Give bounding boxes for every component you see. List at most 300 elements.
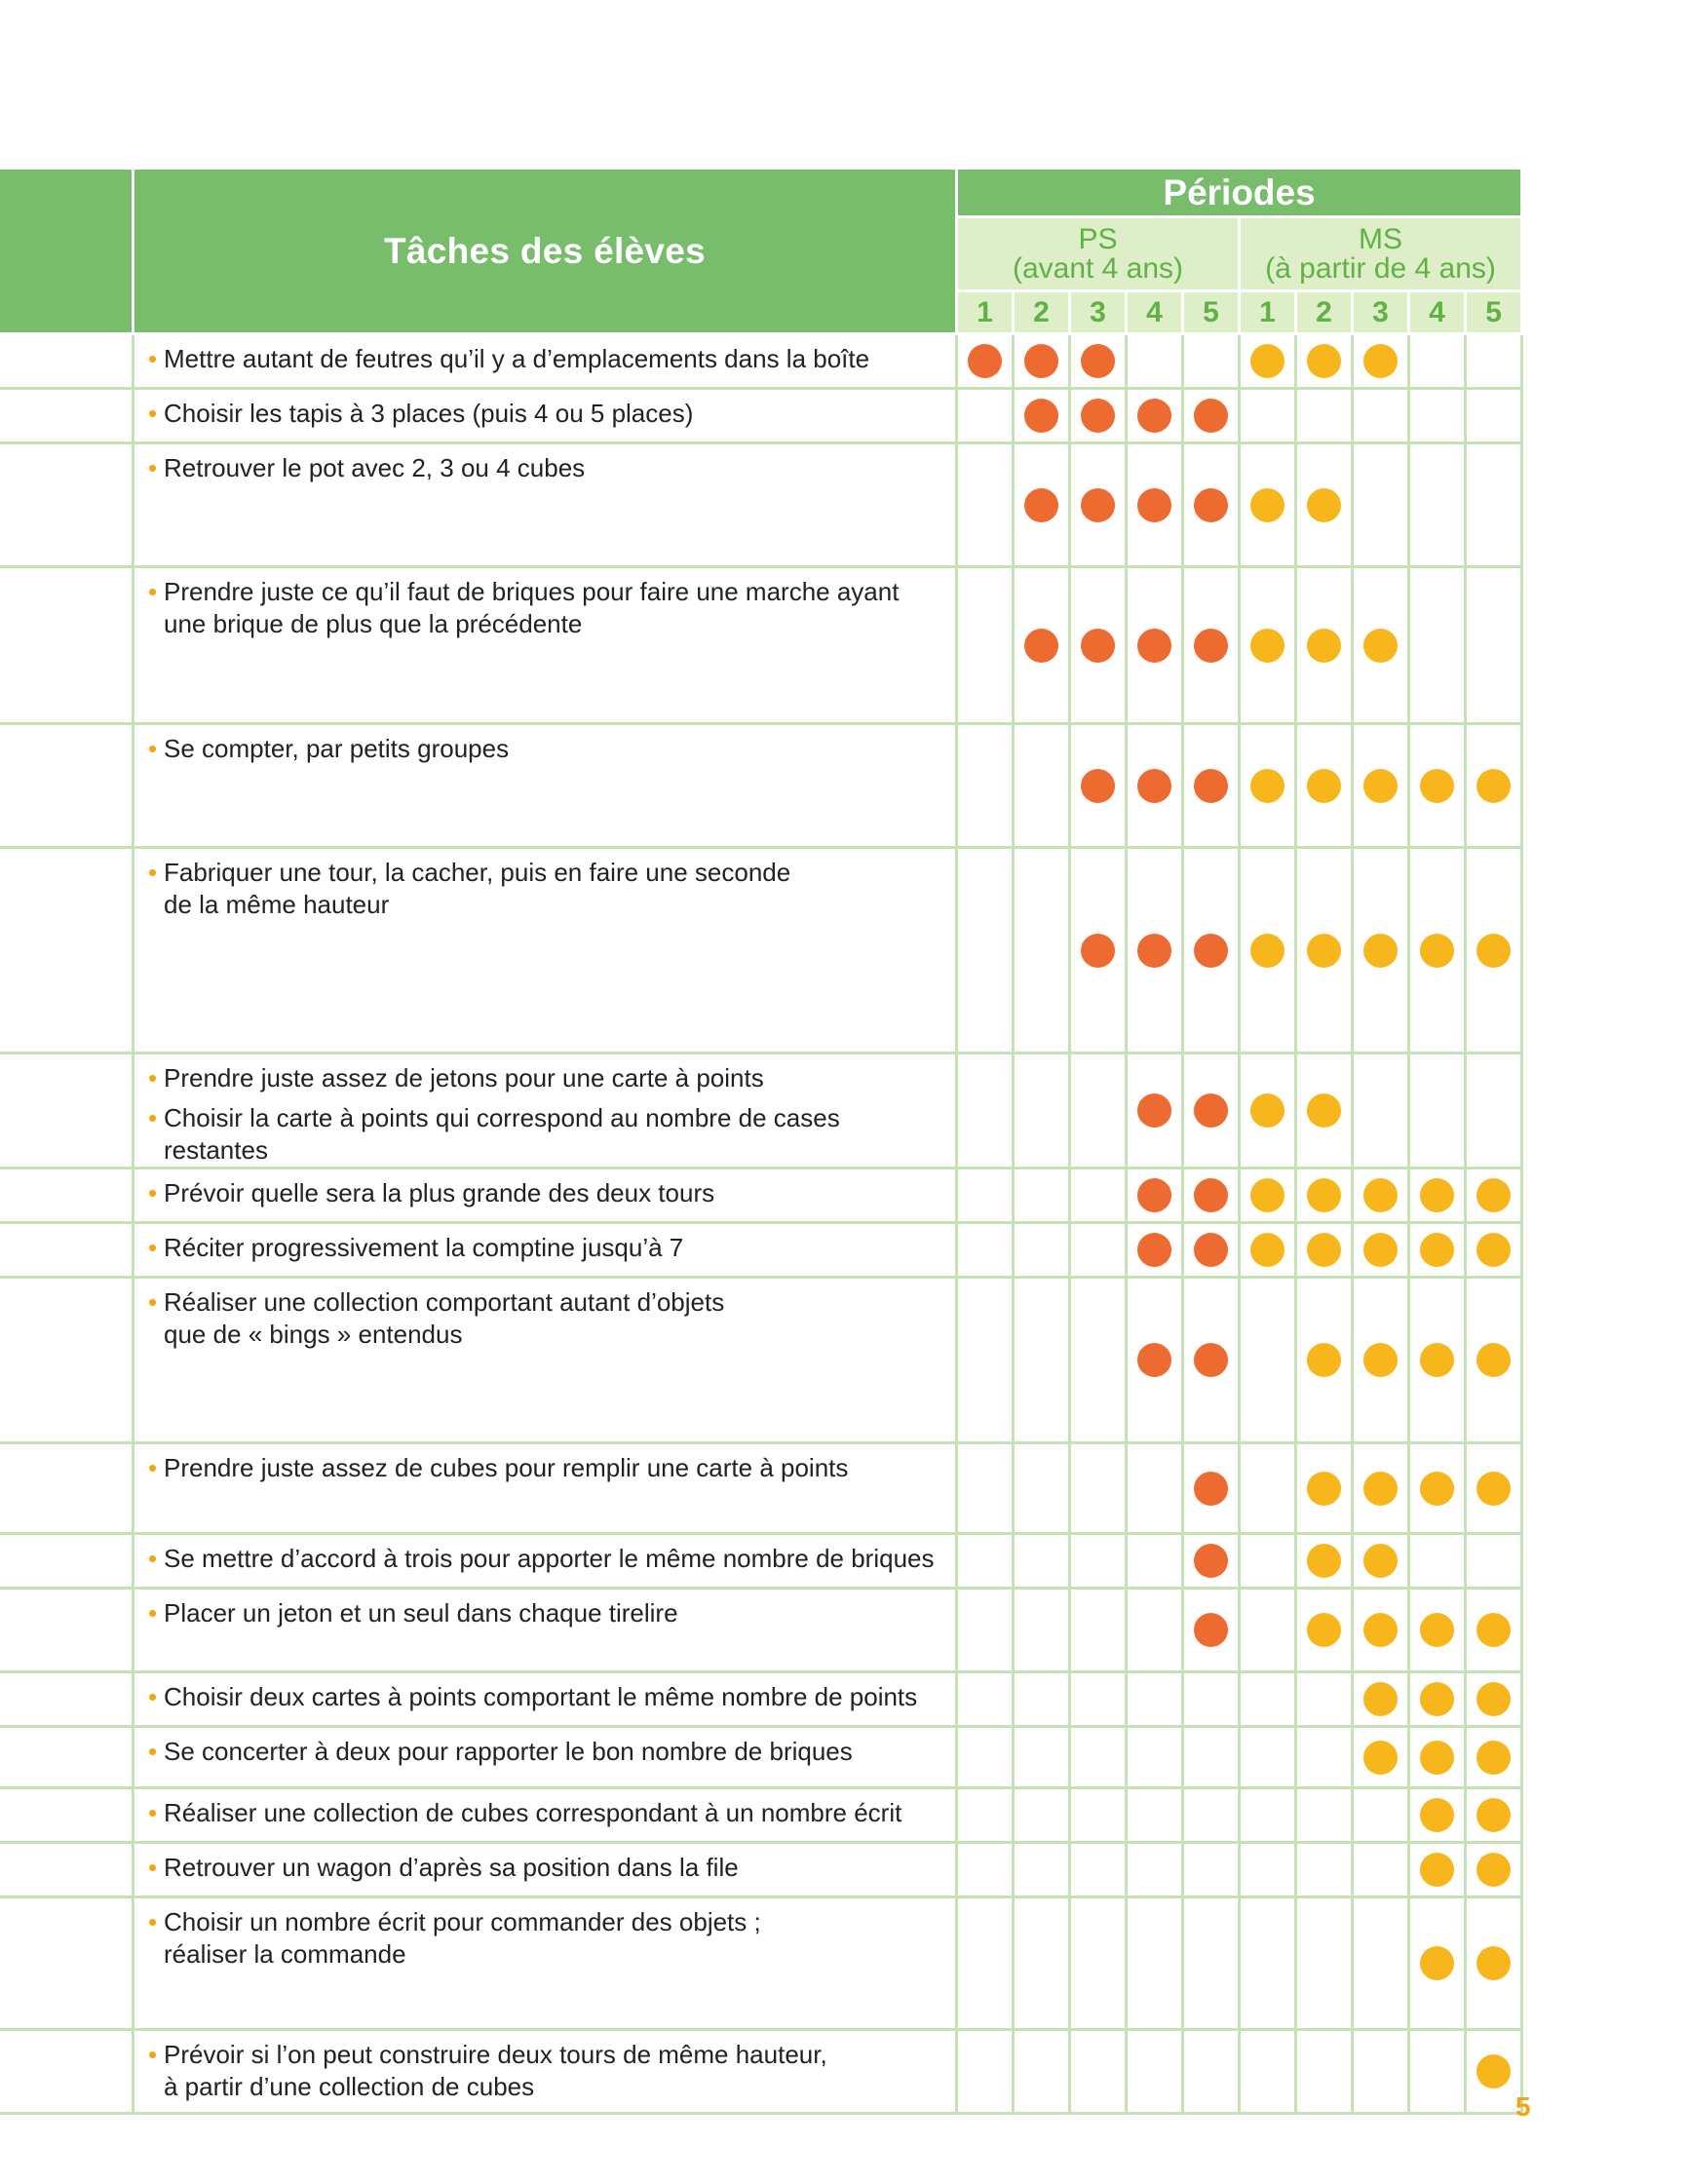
period-cell-ps-4	[1127, 1897, 1183, 2030]
task-cell	[134, 2030, 957, 2114]
period-cell-ps-5	[1183, 1727, 1240, 1788]
period-cell-ms-5	[1466, 1443, 1522, 1534]
task-text: Retrouver un wagon d’après sa position dans la file	[164, 1853, 739, 1882]
level-header-ps	[957, 217, 1240, 291]
period-cell-ps-3	[1070, 1589, 1127, 1672]
period-cell-ps-4	[1127, 567, 1183, 724]
ms-period-dot	[1307, 934, 1341, 968]
period-cell-ps-5	[1183, 1443, 1240, 1534]
task-line	[148, 857, 947, 889]
ps-period-dot	[1194, 629, 1228, 663]
task-text: que de « bings » entendus	[164, 1320, 463, 1349]
ms-period-dot	[1250, 1093, 1284, 1128]
period-number-ms-2: 2	[1296, 291, 1353, 334]
period-cell-ms-1	[1240, 1534, 1296, 1589]
period-cell-ms-5	[1466, 389, 1522, 443]
period-cell-ps-2	[1014, 389, 1070, 443]
row-blank-cell	[2, 1278, 134, 1443]
ms-period-dot	[1363, 629, 1398, 663]
task-cell	[134, 1278, 957, 1443]
period-cell-ms-1	[1240, 848, 1296, 1054]
task-text: Retrouver le pot avec 2, 3 ou 4 cubes	[164, 453, 586, 482]
level-age-ps: (avant 4 ans)	[1012, 251, 1184, 285]
period-cell-ps-2	[1014, 1727, 1070, 1788]
task-line	[148, 1906, 947, 1938]
period-number-ps-5: 5	[1183, 291, 1240, 334]
period-cell-ms-5	[1466, 1788, 1522, 1843]
period-cell-ps-3	[1070, 1843, 1127, 1897]
task-line	[148, 2039, 947, 2071]
ms-period-dot	[1307, 488, 1341, 522]
ms-period-dot	[1307, 1343, 1341, 1377]
bullet-icon: •	[148, 1798, 158, 1827]
task-line	[148, 1286, 947, 1319]
ms-period-dot	[1363, 769, 1398, 803]
ms-period-dot	[1420, 1682, 1454, 1716]
period-cell-ps-2	[1014, 1223, 1070, 1278]
task-cell	[134, 389, 957, 443]
row-blank-cell	[2, 1897, 134, 2030]
task-text: Mettre autant de feutres qu’il y a d’emplacements dans la boîte	[164, 344, 870, 373]
period-cell-ms-2	[1296, 334, 1353, 389]
ms-period-dot	[1363, 1613, 1398, 1647]
task-text: Placer un jeton et un seul dans chaque tirelire	[164, 1598, 678, 1628]
task-cell	[134, 1589, 957, 1672]
period-cell-ps-3	[1070, 1278, 1127, 1443]
period-cell-ms-4	[1409, 1223, 1466, 1278]
period-cell-ps-2	[1014, 1054, 1070, 1169]
ms-period-dot	[1420, 1613, 1454, 1647]
table-row	[2, 567, 1522, 724]
period-cell-ps-1	[957, 1843, 1014, 1897]
level-name-ms: MS	[1359, 222, 1403, 255]
task-cell	[134, 1443, 957, 1534]
task-item	[148, 398, 947, 430]
bullet-icon: •	[148, 734, 158, 763]
ms-period-dot	[1363, 1178, 1398, 1212]
ms-period-dot	[1307, 1093, 1341, 1128]
period-cell-ps-4	[1127, 848, 1183, 1054]
task-item	[148, 1597, 947, 1629]
period-cell-ps-1	[957, 848, 1014, 1054]
task-line	[148, 1797, 947, 1829]
ps-period-dot	[1137, 1178, 1171, 1212]
period-cell-ms-2	[1296, 1223, 1353, 1278]
period-cell-ms-5	[1466, 1278, 1522, 1443]
period-cell-ps-5	[1183, 848, 1240, 1054]
period-cell-ps-5	[1183, 1672, 1240, 1727]
task-item	[148, 1102, 947, 1167]
task-cell	[134, 443, 957, 567]
period-cell-ms-5	[1466, 848, 1522, 1054]
task-line	[164, 1319, 947, 1351]
task-text: Prévoir si l’on peut construire deux tours de même hauteur,	[164, 2040, 827, 2069]
ms-period-dot	[1420, 1233, 1454, 1267]
period-cell-ms-4	[1409, 1727, 1466, 1788]
task-text: une brique de plus que la précédente	[164, 609, 583, 638]
period-cell-ms-1	[1240, 1897, 1296, 2030]
period-cell-ms-4	[1409, 1278, 1466, 1443]
ms-period-dot	[1476, 769, 1511, 803]
task-line	[148, 1543, 947, 1575]
period-cell-ms-2	[1296, 1534, 1353, 1589]
ps-period-dot	[968, 344, 1002, 378]
ms-period-dot	[1476, 1613, 1511, 1647]
ps-period-dot	[1024, 344, 1058, 378]
period-cell-ms-3	[1353, 389, 1409, 443]
task-text: Choisir la carte à points qui correspond au nombre de cases restantes	[164, 1103, 840, 1165]
period-cell-ps-4	[1127, 1843, 1183, 1897]
task-item	[148, 1286, 947, 1351]
ps-period-dot	[1194, 1093, 1228, 1128]
ps-period-dot	[1137, 1343, 1171, 1377]
table-row	[2, 1589, 1522, 1672]
bullet-icon: •	[148, 1453, 158, 1482]
ms-period-dot	[1476, 1798, 1511, 1832]
period-cell-ms-4	[1409, 1589, 1466, 1672]
period-cell-ms-3	[1353, 1672, 1409, 1727]
period-cell-ps-2	[1014, 1788, 1070, 1843]
period-cell-ps-5	[1183, 724, 1240, 848]
level-header-ms	[1240, 217, 1522, 291]
ms-period-dot	[1420, 1853, 1454, 1887]
period-cell-ms-4	[1409, 389, 1466, 443]
row-blank-cell	[2, 1589, 134, 1672]
ms-period-dot	[1307, 344, 1341, 378]
period-cell-ps-5	[1183, 389, 1240, 443]
table-row	[2, 1443, 1522, 1534]
task-text: Prévoir quelle sera la plus grande des deux tours	[164, 1178, 715, 1207]
ps-period-dot	[1194, 1233, 1228, 1267]
period-cell-ms-2	[1296, 1443, 1353, 1534]
period-cell-ms-4	[1409, 567, 1466, 724]
ms-period-dot	[1307, 769, 1341, 803]
period-cell-ms-1	[1240, 1054, 1296, 1169]
period-cell-ms-5	[1466, 567, 1522, 724]
task-item	[148, 1177, 947, 1209]
period-cell-ps-3	[1070, 724, 1127, 848]
period-cell-ps-4	[1127, 389, 1183, 443]
row-blank-cell	[2, 1054, 134, 1169]
row-blank-cell	[2, 1843, 134, 1897]
period-cell-ms-3	[1353, 334, 1409, 389]
period-cell-ms-5	[1466, 1589, 1522, 1672]
task-cell	[134, 1169, 957, 1223]
period-cell-ms-4	[1409, 1054, 1466, 1169]
period-cell-ps-3	[1070, 443, 1127, 567]
period-cell-ms-3	[1353, 848, 1409, 1054]
period-cell-ms-2	[1296, 1897, 1353, 2030]
period-cell-ps-3	[1070, 1788, 1127, 1843]
ps-period-dot	[1137, 769, 1171, 803]
ps-period-dot	[1137, 488, 1171, 522]
period-cell-ms-4	[1409, 334, 1466, 389]
period-cell-ms-5	[1466, 1223, 1522, 1278]
ps-period-dot	[1081, 769, 1115, 803]
period-cell-ps-5	[1183, 1788, 1240, 1843]
ps-period-dot	[1137, 934, 1171, 968]
ms-period-dot	[1307, 1178, 1341, 1212]
period-cell-ps-1	[957, 2030, 1014, 2114]
period-cell-ms-5	[1466, 2030, 1522, 2114]
row-blank-cell	[2, 1727, 134, 1788]
period-cell-ps-2	[1014, 334, 1070, 389]
bullet-icon: •	[148, 858, 158, 887]
task-line	[148, 1681, 947, 1713]
table-row	[2, 724, 1522, 848]
period-cell-ps-1	[957, 1054, 1014, 1169]
period-cell-ms-5	[1466, 334, 1522, 389]
ms-period-dot	[1363, 1472, 1398, 1506]
table-row	[2, 1054, 1522, 1169]
ms-period-dot	[1476, 2054, 1511, 2088]
bullet-icon: •	[148, 1287, 158, 1317]
period-cell-ms-3	[1353, 1843, 1409, 1897]
table-row	[2, 1672, 1522, 1727]
period-cell-ps-3	[1070, 1672, 1127, 1727]
period-cell-ms-2	[1296, 1788, 1353, 1843]
row-blank-cell	[2, 1534, 134, 1589]
period-cell-ms-4	[1409, 724, 1466, 848]
period-cell-ps-5	[1183, 334, 1240, 389]
period-number-ps-4: 4	[1127, 291, 1183, 334]
period-cell-ps-5	[1183, 1169, 1240, 1223]
period-cell-ms-1	[1240, 1223, 1296, 1278]
row-blank-cell	[2, 1672, 134, 1727]
task-text: Fabriquer une tour, la cacher, puis en faire une seconde	[164, 858, 791, 887]
period-cell-ps-1	[957, 1897, 1014, 2030]
period-cell-ms-1	[1240, 389, 1296, 443]
ms-period-dot	[1250, 488, 1284, 522]
task-cell	[134, 1672, 957, 1727]
period-cell-ps-3	[1070, 848, 1127, 1054]
period-cell-ms-5	[1466, 1897, 1522, 2030]
ps-period-dot	[1194, 934, 1228, 968]
period-cell-ps-5	[1183, 1534, 1240, 1589]
period-cell-ms-5	[1466, 724, 1522, 848]
ps-period-dot	[1081, 629, 1115, 663]
period-cell-ps-2	[1014, 724, 1070, 848]
period-cell-ps-3	[1070, 1897, 1127, 2030]
period-cell-ms-5	[1466, 1727, 1522, 1788]
row-blank-cell	[2, 1788, 134, 1843]
ps-period-dot	[1194, 1178, 1228, 1212]
bullet-icon: •	[148, 1853, 158, 1882]
ms-period-dot	[1250, 629, 1284, 663]
period-cell-ms-2	[1296, 1589, 1353, 1672]
row-blank-cell	[2, 334, 134, 389]
period-cell-ps-2	[1014, 1589, 1070, 1672]
period-cell-ms-2	[1296, 1672, 1353, 1727]
task-text: Choisir un nombre écrit pour commander des objets ;	[164, 1907, 761, 1936]
ms-period-dot	[1307, 1233, 1341, 1267]
task-cell	[134, 1843, 957, 1897]
task-line	[148, 1177, 947, 1209]
period-cell-ms-4	[1409, 1897, 1466, 2030]
period-cell-ps-4	[1127, 1223, 1183, 1278]
period-cell-ms-5	[1466, 1843, 1522, 1897]
table-row	[2, 1278, 1522, 1443]
period-cell-ps-4	[1127, 1727, 1183, 1788]
bullet-icon: •	[148, 1907, 158, 1936]
period-cell-ps-3	[1070, 389, 1127, 443]
period-cell-ps-1	[957, 334, 1014, 389]
period-cell-ps-2	[1014, 1443, 1070, 1534]
period-cell-ps-3	[1070, 1169, 1127, 1223]
period-cell-ps-4	[1127, 443, 1183, 567]
period-cell-ps-1	[957, 1589, 1014, 1672]
task-text: Se mettre d’accord à trois pour apporter le même nombre de briques	[164, 1544, 935, 1573]
bullet-icon: •	[148, 453, 158, 482]
period-cell-ms-2	[1296, 848, 1353, 1054]
ms-period-dot	[1250, 1178, 1284, 1212]
bullet-icon: •	[148, 1682, 158, 1711]
task-text: à partir d’une collection de cubes	[164, 2072, 535, 2101]
period-cell-ms-2	[1296, 1169, 1353, 1223]
task-text: Se compter, par petits groupes	[164, 734, 510, 763]
ms-period-dot	[1363, 1741, 1398, 1775]
period-cell-ps-1	[957, 1788, 1014, 1843]
row-blank-cell	[2, 567, 134, 724]
ps-period-dot	[1024, 629, 1058, 663]
bullet-icon: •	[148, 1544, 158, 1573]
task-text: Se concerter à deux pour rapporter le bon nombre de briques	[164, 1737, 853, 1766]
period-cell-ps-1	[957, 1727, 1014, 1788]
task-cell	[134, 1788, 957, 1843]
ps-period-dot	[1081, 488, 1115, 522]
period-cell-ps-2	[1014, 1672, 1070, 1727]
period-cell-ps-1	[957, 1672, 1014, 1727]
ms-period-dot	[1476, 1178, 1511, 1212]
period-cell-ps-2	[1014, 1897, 1070, 2030]
task-cell	[134, 1223, 957, 1278]
task-line	[148, 1232, 947, 1264]
period-cell-ps-4	[1127, 1788, 1183, 1843]
ms-period-dot	[1420, 1946, 1454, 1980]
period-cell-ms-3	[1353, 443, 1409, 567]
row-blank-cell	[2, 848, 134, 1054]
ps-period-dot	[1194, 488, 1228, 522]
period-cell-ps-1	[957, 443, 1014, 567]
task-text: Réciter progressivement la comptine jusqu’à 7	[164, 1233, 684, 1262]
period-cell-ms-1	[1240, 1589, 1296, 1672]
period-cell-ps-3	[1070, 1223, 1127, 1278]
ps-period-dot	[1194, 1472, 1228, 1506]
period-cell-ms-2	[1296, 389, 1353, 443]
bullet-icon: •	[148, 577, 158, 606]
table-row	[2, 1534, 1522, 1589]
task-line	[164, 608, 947, 640]
period-number-ms-1: 1	[1240, 291, 1296, 334]
task-item	[148, 733, 947, 765]
period-cell-ms-5	[1466, 1534, 1522, 1589]
period-cell-ps-4	[1127, 1169, 1183, 1223]
period-cell-ms-1	[1240, 1788, 1296, 1843]
period-cell-ms-3	[1353, 1897, 1409, 2030]
period-cell-ms-4	[1409, 1169, 1466, 1223]
task-line	[148, 733, 947, 765]
ms-period-dot	[1250, 769, 1284, 803]
period-cell-ms-1	[1240, 2030, 1296, 2114]
task-item	[148, 343, 947, 375]
period-cell-ps-2	[1014, 848, 1070, 1054]
period-cell-ms-3	[1353, 1788, 1409, 1843]
period-cell-ms-4	[1409, 1443, 1466, 1534]
period-cell-ms-4	[1409, 2030, 1466, 2114]
bullet-icon: •	[148, 344, 158, 373]
period-cell-ms-2	[1296, 1843, 1353, 1897]
period-number-ms-5: 5	[1466, 291, 1522, 334]
task-line	[148, 1102, 947, 1167]
period-cell-ms-2	[1296, 567, 1353, 724]
ms-period-dot	[1420, 1798, 1454, 1832]
ps-period-dot	[1024, 488, 1058, 522]
task-text: Prendre juste assez de jetons pour une carte à points	[164, 1063, 764, 1092]
ps-period-dot	[1024, 399, 1058, 433]
period-cell-ms-2	[1296, 2030, 1353, 2114]
period-cell-ms-4	[1409, 1534, 1466, 1589]
ms-period-dot	[1476, 1853, 1511, 1887]
period-cell-ms-3	[1353, 1169, 1409, 1223]
bullet-icon: •	[148, 1233, 158, 1262]
period-cell-ms-4	[1409, 1843, 1466, 1897]
ms-period-dot	[1476, 1682, 1511, 1716]
task-item	[148, 1736, 947, 1768]
period-cell-ps-4	[1127, 724, 1183, 848]
task-item	[148, 1906, 947, 1971]
task-cell	[134, 1534, 957, 1589]
period-cell-ps-5	[1183, 1223, 1240, 1278]
ms-period-dot	[1307, 629, 1341, 663]
task-line	[148, 1452, 947, 1484]
task-item	[148, 2039, 947, 2103]
ps-period-dot	[1137, 1093, 1171, 1128]
task-item	[148, 452, 947, 484]
period-cell-ps-2	[1014, 1534, 1070, 1589]
period-cell-ms-1	[1240, 567, 1296, 724]
period-cell-ps-5	[1183, 1278, 1240, 1443]
task-line	[148, 1736, 947, 1768]
row-blank-cell	[2, 1169, 134, 1223]
task-item	[148, 1062, 947, 1094]
ms-period-dot	[1476, 1946, 1511, 1980]
task-line	[148, 398, 947, 430]
period-cell-ms-3	[1353, 2030, 1409, 2114]
ms-period-dot	[1307, 1472, 1341, 1506]
period-cell-ms-1	[1240, 1169, 1296, 1223]
period-cell-ms-1	[1240, 443, 1296, 567]
period-cell-ps-4	[1127, 1672, 1183, 1727]
period-cell-ps-4	[1127, 334, 1183, 389]
ps-period-dot	[1194, 1613, 1228, 1647]
period-cell-ms-1	[1240, 1443, 1296, 1534]
task-cell	[134, 1897, 957, 2030]
ms-period-dot	[1363, 1343, 1398, 1377]
period-cell-ms-2	[1296, 1727, 1353, 1788]
ms-period-dot	[1363, 344, 1398, 378]
task-cell	[134, 848, 957, 1054]
period-cell-ps-4	[1127, 1054, 1183, 1169]
period-cell-ms-3	[1353, 1223, 1409, 1278]
period-cell-ms-1	[1240, 334, 1296, 389]
period-cell-ms-4	[1409, 1788, 1466, 1843]
period-cell-ms-1	[1240, 1672, 1296, 1727]
task-line	[148, 1062, 947, 1094]
period-cell-ps-3	[1070, 1054, 1127, 1169]
task-line	[164, 889, 947, 921]
page-number: 5	[1515, 2091, 1531, 2122]
period-cell-ps-1	[957, 389, 1014, 443]
